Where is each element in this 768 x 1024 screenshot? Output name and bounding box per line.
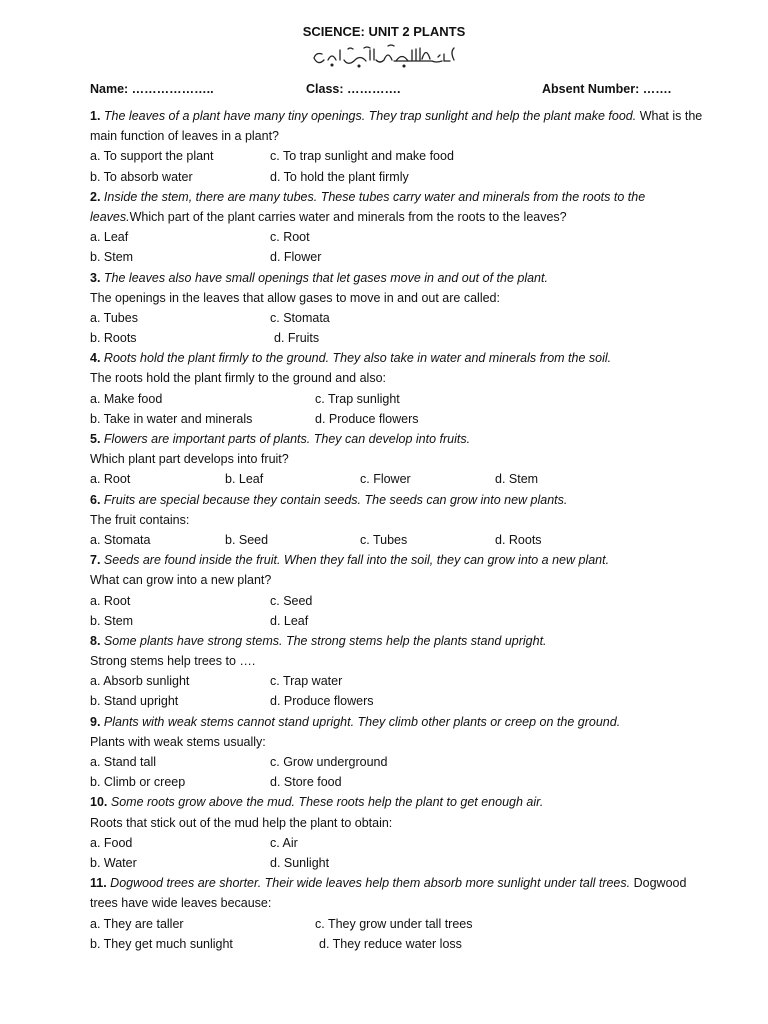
student-info-row	[90, 78, 728, 100]
option-b[interactable]: b. To absorb water	[90, 169, 193, 184]
question-number: 4.	[90, 351, 101, 366]
option-b[interactable]: b. Water	[90, 855, 137, 870]
question-passage: Flowers are important parts of plants. They can develop into fruits.	[103, 432, 471, 446]
question-5	[90, 429, 728, 490]
question-passage: Fruits are special because they contain seeds. The seeds can grow into new plants.	[103, 492, 568, 507]
option-c[interactable]: c. Air	[270, 835, 298, 850]
option-a[interactable]: a. They are taller	[90, 916, 184, 931]
question-passage: Seeds are found inside the fruit. When they fall into the soil, they can grow into a new plant.	[103, 553, 610, 568]
option-b[interactable]: b. Leaf	[225, 472, 264, 487]
option-b[interactable]: b. They get much sunlight	[90, 936, 233, 951]
basmala-calligraphy	[304, 40, 464, 72]
question-number: 3.	[90, 270, 101, 285]
option-d[interactable]: d. They reduce water loss	[319, 936, 462, 951]
question-prompt: Strong stems help trees to ….	[90, 654, 256, 669]
option-c[interactable]: c. Trap water	[270, 674, 343, 689]
option-a[interactable]: a. To support the plant	[90, 149, 214, 164]
option-b[interactable]: b. Roots	[90, 331, 137, 346]
option-c[interactable]: c. Stomata	[270, 310, 330, 325]
option-a[interactable]: a. Leaf	[90, 230, 129, 245]
name-field[interactable]: Name: ………………..	[90, 82, 214, 96]
option-c[interactable]: c. Tubes	[360, 532, 408, 547]
option-d[interactable]: d. Roots	[495, 532, 542, 547]
class-field[interactable]: Class: ………….	[306, 82, 401, 96]
question-2	[90, 187, 728, 268]
question-7	[90, 550, 728, 631]
question-number: 6.	[90, 492, 101, 507]
question-number: 10.	[90, 795, 108, 810]
option-b[interactable]: b. Stand upright	[90, 694, 179, 709]
option-b[interactable]: b. Seed	[225, 532, 269, 547]
question-passage: The leaves of a plant have many tiny openings. They trap sunlight and help the plant make food.	[103, 109, 637, 123]
question-11	[90, 873, 728, 954]
question-prompt: The fruit contains:	[90, 512, 190, 527]
option-b[interactable]: b. Take in water and minerals	[90, 411, 253, 426]
option-a[interactable]: a. Root	[90, 593, 131, 608]
question-prompt: trees have wide leaves because:	[90, 896, 272, 911]
question-9	[90, 712, 728, 793]
question-number: 9.	[90, 714, 101, 729]
question-passage: Plants with weak stems cannot stand upright. They climb other plants or creep on the ground.	[103, 714, 621, 729]
option-d[interactable]: d. Produce flowers	[270, 694, 374, 709]
option-c[interactable]: c. Seed	[270, 593, 313, 608]
question-passage: Dogwood trees are shorter. Their wide leaves help them absorb more sunlight under tall trees.	[110, 876, 631, 891]
option-d[interactable]: d. Sunlight	[270, 855, 330, 870]
option-c[interactable]: c. Trap sunlight	[315, 391, 400, 406]
question-prompt: main function of leaves in a plant?	[90, 129, 280, 144]
question-passage: The leaves also have small openings that let gases move in and out of the plant.	[103, 270, 548, 285]
question-passage: Some plants have strong stems. The strong stems help the plants stand upright.	[103, 633, 547, 648]
absent-number-field[interactable]: Absent Number: …….	[542, 82, 672, 96]
worksheet-title: SCIENCE: UNIT 2 PLANTS	[302, 24, 466, 39]
question-prompt: The openings in the leaves that allow gases to move in and out are called:	[90, 290, 500, 305]
question-6	[90, 490, 728, 551]
option-a[interactable]: a. Stomata	[90, 532, 151, 547]
question-passage-continued: leaves.	[90, 209, 130, 224]
option-a[interactable]: a. Root	[90, 472, 131, 487]
option-c[interactable]: c. Flower	[360, 472, 411, 487]
question-number: 1.	[90, 109, 101, 123]
option-a[interactable]: a. Absorb sunlight	[90, 674, 190, 689]
question-number: 7.	[90, 553, 101, 568]
question-number: 5.	[90, 432, 101, 446]
question-4	[90, 348, 728, 429]
option-a[interactable]: a. Food	[90, 835, 133, 850]
option-d[interactable]: d. Stem	[495, 472, 539, 487]
option-a[interactable]: a. Stand tall	[90, 755, 157, 769]
question-number: 2.	[90, 189, 101, 204]
option-d[interactable]: d. Fruits	[274, 331, 320, 346]
option-d[interactable]: d. Store food	[270, 775, 342, 790]
question-prompt: Which plant part develops into fruit?	[90, 452, 289, 467]
option-d[interactable]: d. Leaf	[270, 613, 309, 628]
question-prompt: Roots that stick out of the mud help the plant to obtain:	[90, 815, 393, 830]
question-prompt: The roots hold the plant firmly to the ground and also:	[90, 371, 387, 386]
option-b[interactable]: b. Stem	[90, 250, 134, 265]
option-d[interactable]: d. To hold the plant firmly	[270, 169, 409, 184]
question-prompt: Which part of the plant carries water and minerals from the roots to the leaves?	[129, 209, 567, 224]
question-passage: Some roots grow above the mud. These roots help the plant to get enough air.	[110, 795, 544, 810]
question-prompt: Plants with weak stems usually:	[90, 734, 266, 749]
option-a[interactable]: a. Make food	[90, 391, 163, 406]
option-c[interactable]: c. Root	[270, 230, 310, 245]
question-3	[90, 268, 728, 349]
option-a[interactable]: a. Tubes	[90, 310, 138, 325]
question-10	[90, 792, 728, 873]
question-prompt: What is the	[639, 109, 703, 123]
option-c[interactable]: c. To trap sunlight and make food	[270, 149, 454, 164]
question-number: 11.	[90, 876, 107, 891]
option-b[interactable]: b. Stem	[90, 613, 134, 628]
question-number: 8.	[90, 633, 101, 648]
question-prompt: What can grow into a new plant?	[90, 573, 272, 588]
question-passage: Inside the stem, there are many tubes. These tubes carry water and minerals from the roots to the	[103, 189, 646, 204]
option-d[interactable]: d. Produce flowers	[315, 411, 419, 426]
question-8	[90, 631, 728, 712]
question-1	[90, 106, 728, 187]
option-d[interactable]: d. Flower	[270, 250, 322, 265]
question-prompt: Dogwood	[633, 876, 687, 891]
option-c[interactable]: c. Grow underground	[270, 755, 388, 769]
option-c[interactable]: c. They grow under tall trees	[315, 916, 473, 931]
option-b[interactable]: b. Climb or creep	[90, 775, 186, 790]
question-passage: Roots hold the plant firmly to the ground. They also take in water and minerals from the soil.	[103, 351, 612, 366]
